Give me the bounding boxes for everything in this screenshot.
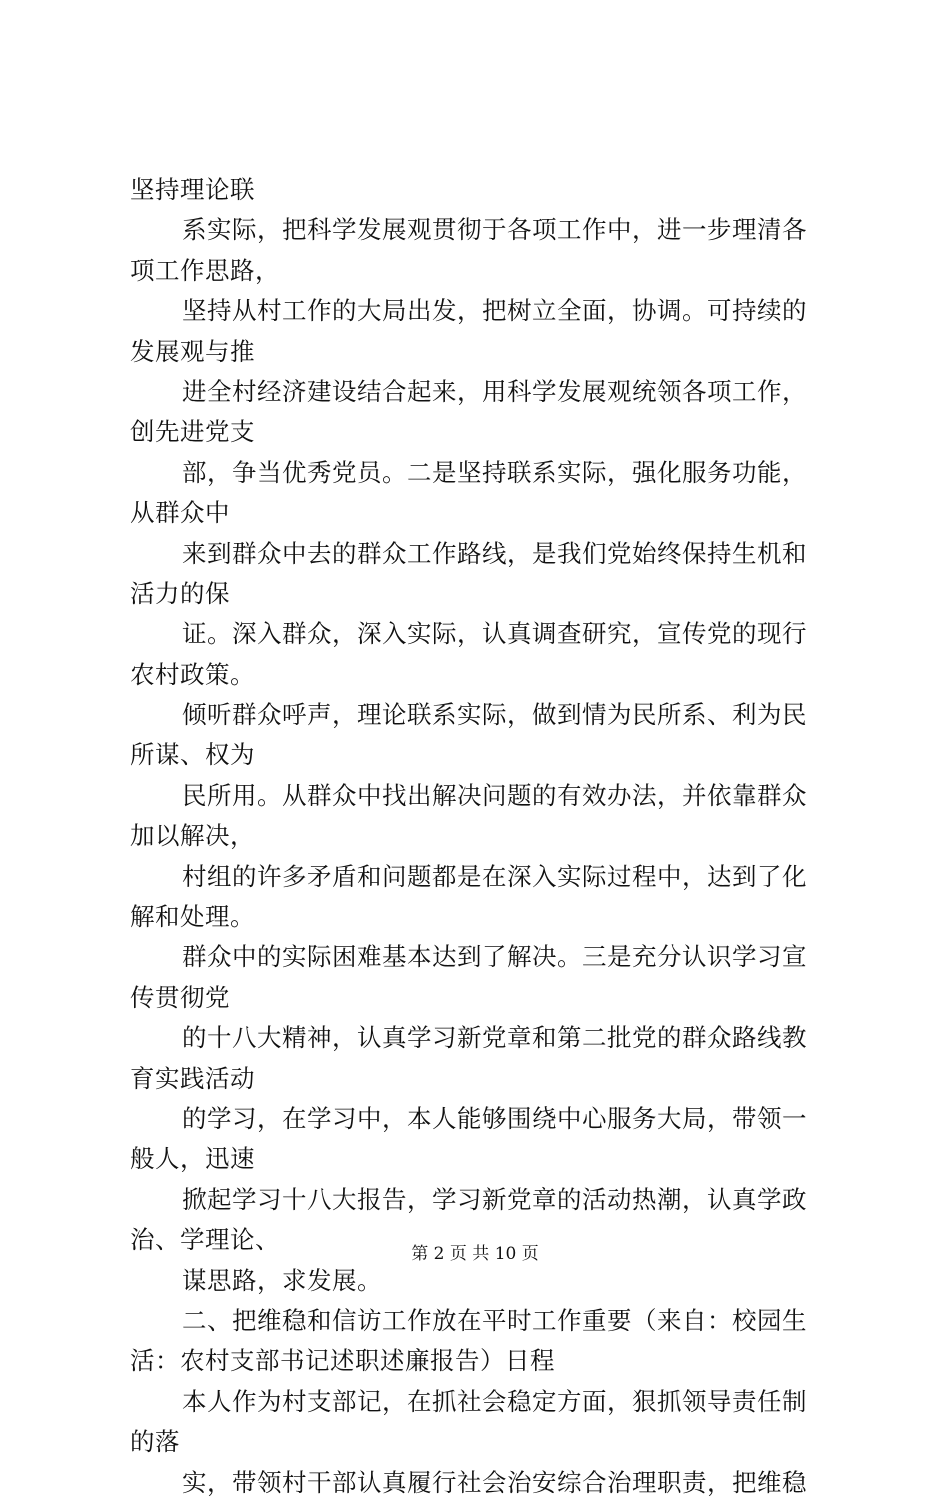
text-line: 倾听群众呼声，理论联系实际，做到情为民所系、利为民 [182,700,807,730]
page-footer: 第 2 页 共 10 页 [411,1244,539,1264]
text-line: 的学习，在学习中，本人能够围绕中心服务大局，带领一 [182,1103,807,1133]
text-line: 系实际，把科学发展观贯彻于各项工作中，进一步理清各 [182,215,807,245]
text-line: 活力的保 [130,578,230,608]
text-line: 谋思路，求发展。 [182,1265,382,1295]
text-line: 发展观与推 [130,336,255,366]
text-line: 证。深入群众，深入实际，认真调查研究，宣传党的现行 [182,619,807,649]
text-line: 所谋、权为 [130,740,255,770]
text-line: 掀起学习十八大报告，学习新党章的活动热潮，认真学政 [182,1184,807,1214]
text-line: 解和处理。 [130,902,255,932]
text-line: 项工作思路， [130,255,280,285]
text-line: 民所用。从群众中找出解决问题的有效办法，并依靠群众 [182,780,807,810]
text-line: 坚持从村工作的大局出发，把树立全面，协调。可持续的 [182,296,807,326]
text-line: 实，带领村干部认真履行社会治安综合治理职责，把维稳 [182,1467,807,1497]
text-line: 的十八大精神，认真学习新党章和第二批党的群众路线教 [182,1023,807,1053]
text-line: 创先进党支 [130,417,255,447]
text-line: 群众中的实际困难基本达到了解决。三是充分认识学习宣 [182,942,807,972]
document-body [130,170,840,1503]
text-line: 从群众中 [130,498,230,528]
text-line: 治、学理论、 [130,1225,280,1255]
text-line: 活：农村支部书记述职述廉报告）日程 [130,1346,555,1376]
text-line: 村组的许多矛盾和问题都是在深入实际过程中，达到了化 [182,861,807,891]
text-line: 部，争当优秀党员。二是坚持联系实际，强化服务功能， [182,457,807,487]
text-line: 的落 [130,1427,180,1457]
text-line: 传贯彻党 [130,982,230,1012]
text-line: 坚持理论联 [130,175,255,204]
text-line: 加以解决， [130,821,255,851]
text-line: 来到群众中去的群众工作路线，是我们党始终保持生机和 [182,538,807,568]
text-line: 本人作为村支部记，在抓社会稳定方面，狠抓领导责任制 [182,1386,807,1416]
text-line: 育实践活动 [130,1063,255,1093]
text-line: 般人，迅速 [130,1144,255,1174]
text-line: 农村政策。 [130,659,255,689]
text-line: 二、把维稳和信访工作放在平时工作重要（来自：校园生 [182,1305,807,1335]
text-line: 进全村经济建设结合起来，用科学发展观统领各项工作， [182,376,807,406]
